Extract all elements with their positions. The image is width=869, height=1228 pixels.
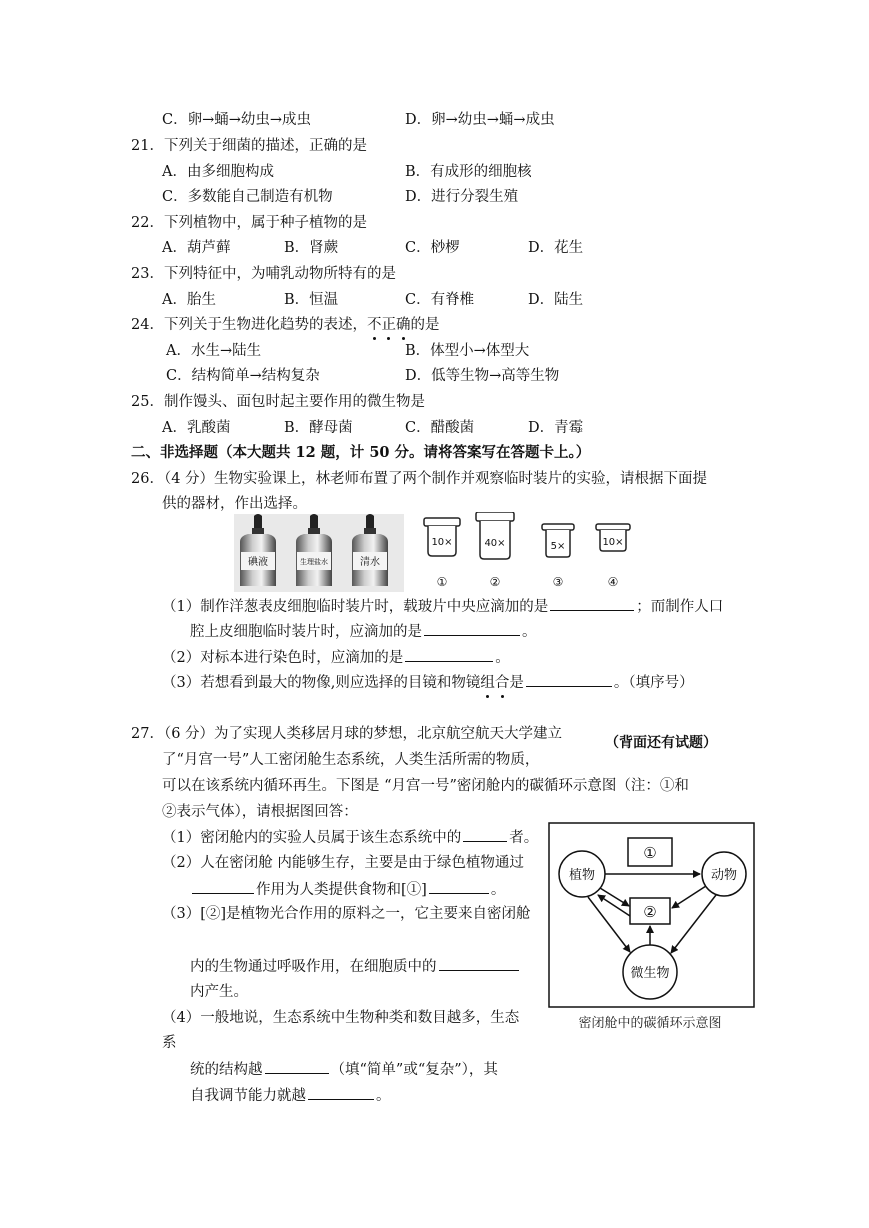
back-page-note: （背面还有试题） bbox=[605, 735, 717, 751]
q22-option-a: A．葫芦藓 bbox=[162, 240, 231, 256]
q24-stem: 24．下列关于生物进化趋势的表述，不正确的是 bbox=[131, 317, 440, 333]
q27-blank-4[interactable] bbox=[439, 956, 519, 971]
q27-part3-line3: 内产生。 bbox=[190, 984, 248, 1000]
q27-stem-line4: ②表示气体），请根据图回答： bbox=[162, 804, 358, 820]
plant-label: 植物 bbox=[568, 868, 596, 883]
lens-1 bbox=[424, 518, 460, 589]
carbon-cycle-diagram bbox=[548, 822, 756, 1034]
lens-3 bbox=[542, 524, 574, 589]
q26-blank-4[interactable] bbox=[526, 672, 612, 687]
q27-blank-2[interactable] bbox=[192, 879, 254, 894]
animal-label: 动物 bbox=[710, 868, 738, 883]
lens-2-number: ② bbox=[489, 575, 501, 589]
q26-part2: （2）对标本进行染色时，应滴加的是 。 bbox=[162, 647, 510, 668]
section-2-title: 二、非选择题（本大题共 12 题，计 50 分。请将答案写在答题卡上。） bbox=[131, 444, 591, 461]
q26-blank-2[interactable] bbox=[424, 621, 520, 636]
q26-part1-line2: 腔上皮细胞临时装片时，应滴加的是 。 bbox=[190, 621, 537, 642]
diagram-caption: 密闭舱中的碳循环示意图 bbox=[578, 1016, 722, 1031]
gas-box-2-label: ② bbox=[643, 903, 657, 921]
q25-option-b: B．酵母菌 bbox=[284, 420, 353, 436]
gas-box-1-label: ① bbox=[643, 844, 657, 862]
q26-blank-1[interactable] bbox=[550, 596, 634, 611]
q27-part2-line1: （2）人在密闭舱 内能够生存，主要是由于绿色植物通过 bbox=[162, 855, 524, 871]
q23-option-b: B．恒温 bbox=[284, 292, 339, 308]
q20-option-c: C．卵→蛹→幼虫→成虫 bbox=[162, 112, 312, 128]
q26-part3: （3）若想看到最大的物像,则应选择的目镜和物镜组合是 。（填序号） bbox=[162, 672, 694, 693]
q23-option-c: C．有脊椎 bbox=[405, 292, 475, 308]
q23-option-a: A．胎生 bbox=[162, 292, 216, 308]
bottle-label-saline: 生理盐水 bbox=[300, 558, 328, 566]
q26-part1-line1: （1）制作洋葱表皮细胞临时装片时，载玻片中央应滴加的是 ；而制作人口 bbox=[162, 596, 723, 617]
q26-blank-3[interactable] bbox=[405, 647, 493, 662]
lens-3-label: 5× bbox=[550, 541, 566, 552]
lens-4-label: 10× bbox=[602, 537, 624, 548]
q20-option-d: D．卵→幼虫→蛹→成虫 bbox=[405, 112, 555, 128]
q27-blank-6[interactable] bbox=[308, 1085, 374, 1100]
q21-stem: 21．下列关于细菌的描述，正确的是 bbox=[131, 138, 367, 154]
bottle-label-water: 清水 bbox=[360, 557, 380, 568]
lens-2-label: 40× bbox=[484, 538, 506, 549]
q27-part3-line1: （3）[②]是植物光合作用的原料之一，它主要来自密闭舱 bbox=[162, 906, 531, 922]
q23-option-d: D．陆生 bbox=[528, 292, 584, 308]
lens-3-number: ③ bbox=[552, 575, 564, 589]
q21-option-c: C．多数能自己制造有机物 bbox=[162, 189, 333, 205]
q24-option-b: B．体型小→体型大 bbox=[405, 343, 530, 359]
q21-option-d: D．进行分裂生殖 bbox=[405, 189, 519, 205]
q22-stem: 22．下列植物中，属于种子植物的是 bbox=[131, 215, 367, 231]
q21-option-b: B．有成形的细胞核 bbox=[405, 164, 532, 180]
lens-1-number: ① bbox=[436, 575, 448, 589]
q22-option-d: D．花生 bbox=[528, 240, 584, 256]
q25-option-c: C．醋酸菌 bbox=[405, 420, 475, 436]
lens-2 bbox=[476, 512, 514, 589]
q27-part2-line2: 作用为人类提供食物和[①] 。 bbox=[190, 879, 505, 900]
q22-option-c: C．桫椤 bbox=[405, 240, 460, 256]
q26-equipment-figure bbox=[234, 512, 646, 594]
q27-stem-line1: 27．（6 分）为了实现人类移居月球的梦想，北京航空航天大学建立 bbox=[131, 726, 563, 742]
q27-part4-line4: 自我调节能力就越 。 bbox=[190, 1085, 391, 1106]
q26-stem-line2: 供的器材，作出选择。 bbox=[162, 496, 307, 512]
q27-blank-3[interactable] bbox=[429, 879, 489, 894]
q27-part4-line3: 统的结构越 （填“简单”或“复杂”），其 bbox=[190, 1059, 498, 1080]
microbe-label: 微生物 bbox=[630, 966, 670, 981]
lens-1-label: 10× bbox=[431, 537, 453, 548]
q27-part1: （1）密闭舱内的实验人员属于该生态系统中的 者。 bbox=[162, 827, 538, 848]
q22-option-b: B．肾蕨 bbox=[284, 240, 339, 256]
q25-option-d: D．青霉 bbox=[528, 420, 584, 436]
q27-part3-line2: 内的生物通过呼吸作用，在细胞质中的 bbox=[190, 956, 521, 977]
q24-option-d: D．低等生物→高等生物 bbox=[405, 368, 560, 384]
q27-stem-line3: 可以在该系统内循环再生。下图是 “月宫一号”密闭舱内的碳循环示意图（注：①和 bbox=[162, 778, 689, 794]
lens-4 bbox=[596, 524, 630, 589]
bottle-label-iodine: 碘液 bbox=[248, 557, 268, 568]
q25-option-a: A．乳酸菌 bbox=[162, 420, 231, 436]
q23-stem: 23．下列特征中，为哺乳动物所特有的是 bbox=[131, 266, 396, 282]
q24-option-a: A．水生→陆生 bbox=[166, 343, 262, 359]
q21-option-a: A．由多细胞构成 bbox=[162, 164, 274, 180]
q27-part4-line1: （4）一般地说，生态系统中生物种类和数目越多，生态 bbox=[162, 1010, 520, 1026]
q27-blank-5[interactable] bbox=[265, 1059, 329, 1074]
q27-stem-line2: 了“月宫一号”人工密闭舱生态系统，人类生活所需的物质， bbox=[162, 752, 540, 768]
lens-4-number: ④ bbox=[607, 575, 619, 589]
q27-blank-1[interactable] bbox=[463, 827, 507, 842]
q27-part4-line2: 系 bbox=[162, 1035, 177, 1051]
q26-stem-line1: 26．（4 分）生物实验课上，林老师布置了两个制作并观察临时装片的实验，请根据下面提 bbox=[131, 471, 708, 487]
q25-stem: 25．制作馒头、面包时起主要作用的微生物是 bbox=[131, 394, 425, 410]
q24-option-c: C．结构简单→结构复杂 bbox=[166, 368, 320, 384]
